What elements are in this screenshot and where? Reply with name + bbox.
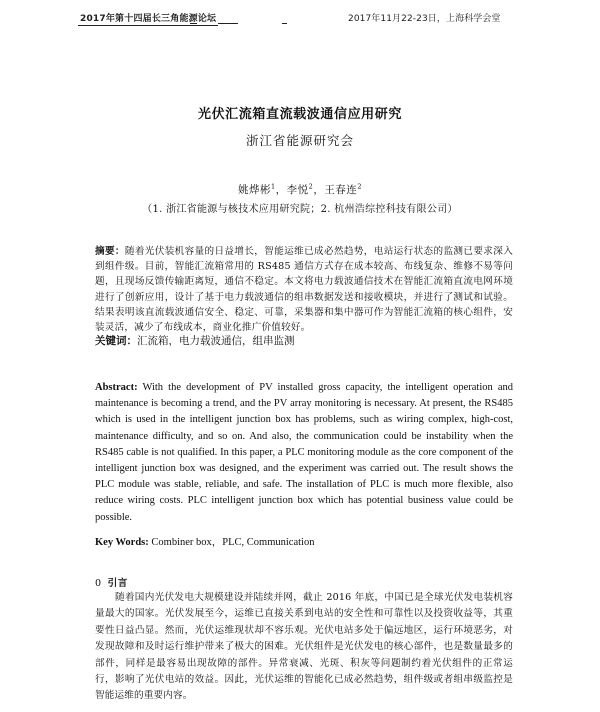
- conference-date-venue: 2017年11月22-23日，上海科学会堂: [348, 14, 501, 24]
- author-affil-mark: 1: [271, 182, 276, 191]
- running-header: [0, 8, 600, 26]
- chinese-keywords-label: 关键词：: [95, 335, 137, 347]
- author-name: 姚烨彬: [238, 184, 272, 196]
- section-number: 0: [95, 578, 102, 589]
- organization: 浙江省能源研究会: [245, 133, 354, 148]
- english-keywords-label: Key Words:: [95, 537, 149, 548]
- english-abstract-text: With the development of PV installed gross capacity, the intelligent operation and maintenance is becoming a trend, and the PV array monitoring is necessary. At present, the RS485 which is used in the intelligent junction box has problems, such as wiring complex, high-cost, maintenance difficulty, and so on. And also, the communication could be instability when the RS485 cable is not qualified. In this paper, a PLC monitoring module as the core component of the intelligent junction box was designed, and the experiment was carried out. The result shows the PLC module was stable, reliable, and safe. The installation of PLC is much more flexible, also reduce wiring costs. PLC intelligent junction box which has potential business value could be possible.: [95, 382, 513, 523]
- header-rule: [218, 23, 238, 24]
- author-separator: ，: [275, 184, 287, 196]
- author-separator: ，: [313, 184, 325, 196]
- english-abstract-label: Abstract:: [95, 382, 138, 393]
- chinese-abstract-text: 随着光伏装机容量的日益增长，智能运维已成必然趋势，电站运行状态的监测已要求深入到组件级。目前，智能汇流箱常用的 RS485 通信方式存在成本较高、布线复杂、维修不易等问题，且现场反馈传输距离短，通信不稳定。本文将电力载波通信技术在智能汇流箱直流电网环境进行了创新应用，设计了基于电力载波通信的组串数据发送和接收模块，并进行了测试和试验。结果表明该直流载波通信安全、稳定、可靠，采集器和集中器可作为智能汇流箱的核心组件，安装灵活，减少了布线成本，商业化推广价值较好。: [95, 246, 513, 334]
- section-title: 引言: [107, 578, 128, 589]
- author-affil-mark: 2: [308, 182, 314, 191]
- english-keywords: [95, 535, 513, 550]
- chinese-keywords: [95, 334, 513, 349]
- introduction-paragraph: 随着国内光伏发电大规模建设并陆续并网，截止 2016 年底，中国已是全球光伏发电装机容量最大的国家。光伏发展至今，运维已直接关系到电站的安全性和可靠性以及投资收益等，其重要性日益凸显。然而，光伏运维现状却不容乐观。光伏电站多处于偏远地区，运行环境恶劣，对发现故障和及时运行维护带来了极大的困难。光伏组件是光伏发电的核心部件，也是数量最多的部件，同样是最容易出现故障的部件。异常衰减、光斑、积灰等问题制约着光伏组件的正常运行，影响了光伏电站的效益。因此，光伏运维的智能化已成必然趋势，组件级或者组串级监控是智能运维的重要内容。: [95, 592, 513, 702]
- affiliations: （1. 浙江省能源与核技术应用研究院；2. 杭州浩综控科技有限公司）: [142, 204, 458, 215]
- author-affil-mark: 2: [357, 182, 362, 191]
- chinese-abstract-label: 摘要：: [95, 246, 125, 257]
- header-rule: [190, 23, 197, 24]
- author-name: 王春连: [324, 184, 358, 196]
- conference-name: 2017年第十四届长三角能源论坛: [78, 11, 218, 26]
- section-heading: [95, 575, 128, 589]
- author-list: [0, 182, 600, 197]
- chinese-keywords-text: 汇流箱，电力载波通信，组串监测: [137, 335, 295, 347]
- header-rule: [282, 23, 287, 24]
- paper-title: 光伏汇流箱直流载波通信应用研究: [197, 107, 402, 122]
- author-name: 李悦: [286, 184, 309, 196]
- chinese-abstract: [95, 244, 513, 335]
- english-abstract: [95, 380, 513, 526]
- english-keywords-text: Combiner box，PLC, Communication: [148, 537, 315, 548]
